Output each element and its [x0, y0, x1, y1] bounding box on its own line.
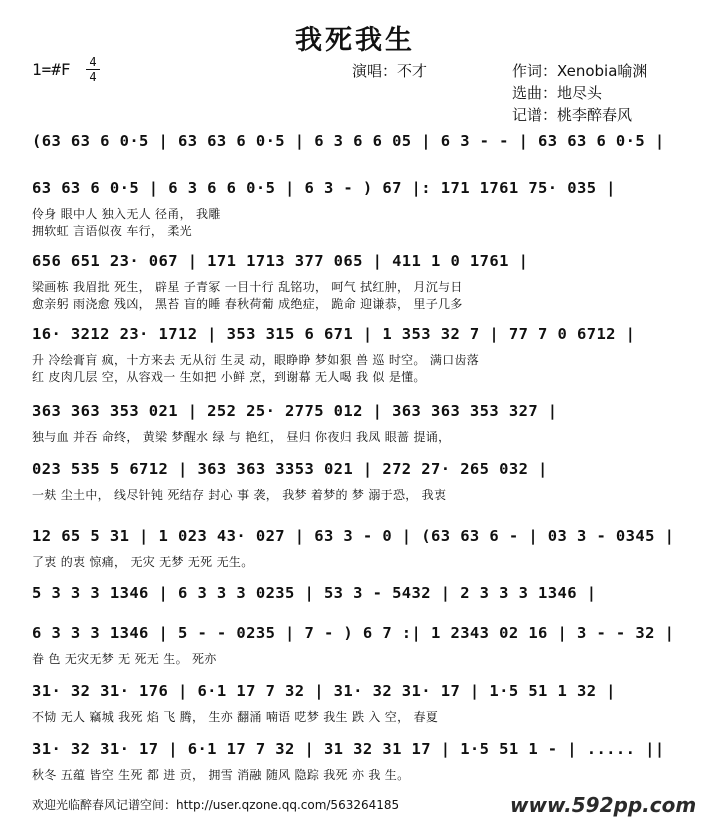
time-signature-top: 4 [89, 55, 97, 69]
lyricist-credit: 作词：Xenobia喻渊 [512, 62, 648, 80]
time-signature-bottom: 4 [89, 70, 97, 84]
song-title: 我死我生 [295, 25, 415, 56]
notation-line: 16· 3212 23· 1712 | 353 315 6 671 | 1 353 32 7 | 77 7 0 6712 | [32, 325, 636, 343]
lyric-line: 梁画栋 我眉批 死生， 辟星 子青冢 一目十行 乱铭功， 呵气 拭红肿， 月沉与日 [32, 280, 463, 294]
singer-credit: 演唱：不才 [352, 62, 428, 80]
notation-line: 12 65 5 31 | 1 023 43· 027 | 63 3 - 0 | (63 63 6 - | 03 3 - 0345 | [32, 527, 675, 545]
lyric-line: 一麸 尘土中， 线尽针钝 死结存 封心 事 袭， 我梦 着梦的 梦 溺于恐， 我衷 [32, 488, 447, 502]
composer-credit: 选曲：地尽头 [512, 84, 603, 102]
transcriber-credit: 记谱：桃李醉春风 [512, 106, 633, 124]
footer-note: 欢迎光临醉春风记谱空间：http://user.qzone.qq.com/563264185 [32, 798, 400, 812]
notation-line: 31· 32 31· 176 | 6·1 17 7 32 | 31· 32 31· 17 | 1·5 51 1 32 | [32, 682, 616, 700]
key-signature: 1=#F [32, 60, 71, 79]
lyric-line: 了衷 的衷 惊痛， 无灾 无梦 无死 无生。 [32, 555, 254, 569]
lyric-line: 愈亲躬 雨浇愈 残凶， 黑苔 盲的睡 春秋荷葡 成绝症， 跪命 迎谦恭， 里子几多 [32, 297, 463, 311]
notation-line: 5 3 3 3 1346 | 6 3 3 3 0235 | 53 3 - 5432 | 2 3 3 3 1346 | [32, 584, 597, 602]
notation-line: 63 63 6 0·5 | 6 3 6 6 0·5 | 6 3 - ) 67 |: 171 1761 75· 035 | [32, 179, 616, 197]
notation-line: 023 535 5 6712 | 363 363 3353 021 | 272 27· 265 032 | [32, 460, 548, 478]
lyric-line: 红 皮肉几层 空，从容戏一 生如把 小鲜 烹，到谢幕 无人喝 我 似 是懂。 [32, 370, 426, 384]
time-signature [86, 56, 100, 83]
notation-line: (63 63 6 0·5 | 63 63 6 0·5 | 6 3 6 6 05 | 6 3 - - | 63 63 6 0·5 | [32, 132, 665, 150]
lyric-line: 伶身 眼中人 独入无人 径甬， 我雕 [32, 207, 221, 221]
notation-line: 656 651 23· 067 | 171 1713 377 065 | 411 1 0 1761 | [32, 252, 529, 270]
notation-line: 363 363 353 021 | 252 25· 2775 012 | 363 363 353 327 | [32, 402, 558, 420]
lyric-line: 眷 色 无灾无梦 无 死无 生。 死亦 [32, 652, 217, 666]
notation-line: 6 3 3 3 1346 | 5 - - 0235 | 7 - ) 6 7 :| 1 2343 02 16 | 3 - - 32 | [32, 624, 675, 642]
lyric-line: 独与血 并吞 命终， 黄梁 梦醒水 绿 与 艳红， 昼归 你夜归 我凤 眼蔷 提诵， [32, 430, 451, 444]
notation-line: 31· 32 31· 17 | 6·1 17 7 32 | 31 32 31 17 | 1·5 51 1 - | ..... || [32, 740, 665, 758]
lyric-line: 拥软虹 言语似夜 车行， 柔光 [32, 224, 192, 238]
lyric-line: 升 冷绘膏肓 疯，十方来去 无从衍 生灵 动，眼睁睁 梦如狠 兽 巡 时空。 满口齿落 [32, 353, 480, 367]
lyric-line: 秋冬 五蕴 皆空 生死 都 进 贡， 拥雪 消融 随风 隐踪 我死 亦 我 生。 [32, 768, 410, 782]
lyric-line: 不恸 无人 竊城 我死 焰 飞 腾， 生亦 翻涌 喃语 呓梦 我生 跌 入 空， 春夏 [32, 710, 439, 724]
site-watermark: www.592pp.com [510, 793, 697, 817]
